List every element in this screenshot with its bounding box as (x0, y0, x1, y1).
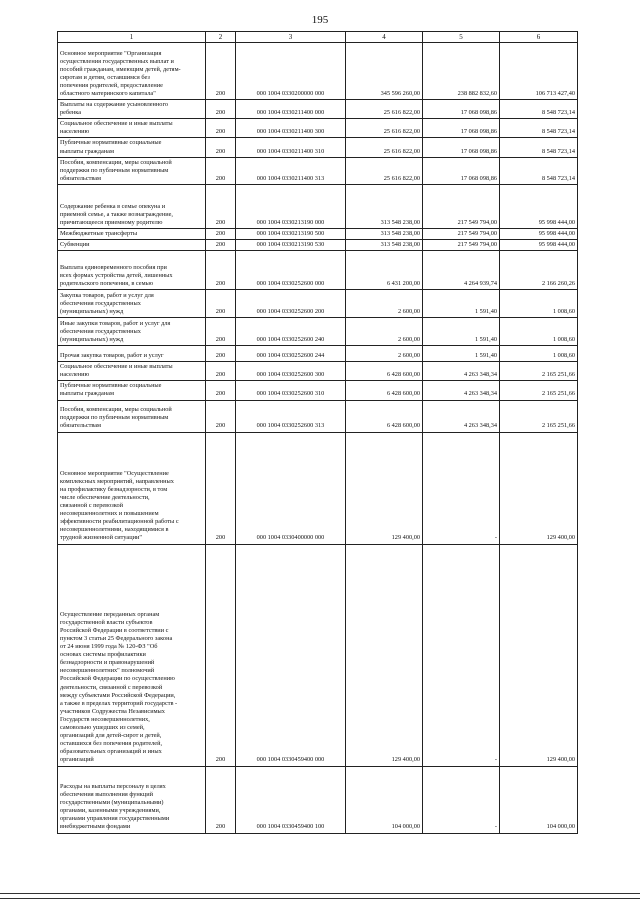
table-row (58, 100, 578, 119)
row-approved-amount-cell: 104 000,00 (346, 766, 423, 833)
row-name-cell: Субвенции (58, 240, 206, 251)
row-executed-amount-cell: 4 263 348,34 (423, 381, 500, 400)
row-code-cell: 200 (206, 157, 236, 184)
row-executed-amount-cell: 238 882 832,60 (423, 43, 500, 100)
row-approved-amount-cell: 313 548 238,00 (346, 240, 423, 251)
row-unexecuted-amount-cell: 1 008,60 (500, 318, 578, 346)
table-row (58, 432, 578, 544)
row-code-cell: 200 (206, 318, 236, 346)
row-unexecuted-amount-cell: 2 165 251,66 (500, 400, 578, 432)
row-code-cell: 200 (206, 138, 236, 157)
row-name-cell: Расходы на выплаты персоналу в целях обеспечения выполнения функций государственными (муниципальными) органами, казенными учреждениями, органами управления государственными внебюджетными фондами (58, 766, 206, 833)
row-unexecuted-amount-cell: 95 998 444,00 (500, 228, 578, 239)
row-name-cell: Закупка товаров, работ и услуг для обеспечения государственных (муниципальных) нужд (58, 290, 206, 318)
row-classification-code-cell: 000 1004 0330200000 000 (236, 43, 346, 100)
row-unexecuted-amount-cell: 104 000,00 (500, 766, 578, 833)
row-executed-amount-cell: 217 549 794,00 (423, 228, 500, 239)
row-unexecuted-amount-cell: 1 008,60 (500, 346, 578, 362)
row-unexecuted-amount-cell: 129 400,00 (500, 544, 578, 766)
row-approved-amount-cell: 6 431 200,00 (346, 251, 423, 290)
row-executed-amount-cell: 17 068 098,86 (423, 138, 500, 157)
row-name-cell: Публичные нормативные социальные выплаты гражданам (58, 381, 206, 400)
row-code-cell: 200 (206, 251, 236, 290)
row-approved-amount-cell: 25 616 822,00 (346, 100, 423, 119)
row-classification-code-cell: 000 1004 0330211400 000 (236, 100, 346, 119)
row-approved-amount-cell: 2 600,00 (346, 318, 423, 346)
row-unexecuted-amount-cell: 95 998 444,00 (500, 184, 578, 228)
row-name-cell: Выплата единовременного пособия при всех формах устройства детей, лишенных родительского попечения, в семью (58, 251, 206, 290)
row-code-cell: 200 (206, 290, 236, 318)
row-code-cell: 200 (206, 362, 236, 381)
row-approved-amount-cell: 129 400,00 (346, 544, 423, 766)
row-code-cell: 200 (206, 432, 236, 544)
row-unexecuted-amount-cell: 2 165 251,66 (500, 362, 578, 381)
row-name-cell: Межбюджетные трансферты (58, 228, 206, 239)
row-classification-code-cell: 000 1004 0330213190 530 (236, 240, 346, 251)
row-approved-amount-cell: 345 596 260,00 (346, 43, 423, 100)
row-code-cell: 200 (206, 184, 236, 228)
row-unexecuted-amount-cell: 129 400,00 (500, 432, 578, 544)
table-row (58, 290, 578, 318)
budget-table (57, 31, 578, 834)
row-code-cell: 200 (206, 346, 236, 362)
row-executed-amount-cell: 1 591,40 (423, 290, 500, 318)
row-name-cell: Социальное обеспечение и иные выплаты населению (58, 362, 206, 381)
row-unexecuted-amount-cell: 106 713 427,40 (500, 43, 578, 100)
row-code-cell: 200 (206, 381, 236, 400)
table-row (58, 766, 578, 833)
row-executed-amount-cell: - (423, 766, 500, 833)
row-name-cell: Содержание ребенка в семье опекуна и приемной семье, а также вознаграждение, причитающееся приемному родителю (58, 184, 206, 228)
row-classification-code-cell: 000 1004 0330252600 244 (236, 346, 346, 362)
col-header-3: 3 (236, 32, 346, 43)
col-header-1: 1 (58, 32, 206, 43)
row-classification-code-cell: 000 1004 0330211400 313 (236, 157, 346, 184)
row-classification-code-cell: 000 1004 0330459400 100 (236, 766, 346, 833)
table-row (58, 544, 578, 766)
col-header-4: 4 (346, 32, 423, 43)
row-name-cell: Социальное обеспечение и иные выплаты населению (58, 119, 206, 138)
row-executed-amount-cell: - (423, 432, 500, 544)
row-executed-amount-cell: 4 264 939,74 (423, 251, 500, 290)
row-approved-amount-cell: 2 600,00 (346, 346, 423, 362)
row-classification-code-cell: 000 1004 0330213190 500 (236, 228, 346, 239)
row-name-cell: Пособия, компенсации, меры социальной поддержки по публичным нормативным обязательствам (58, 400, 206, 432)
row-code-cell: 200 (206, 100, 236, 119)
row-executed-amount-cell: 17 068 098,86 (423, 157, 500, 184)
row-code-cell: 200 (206, 228, 236, 239)
table-row (58, 251, 578, 290)
row-name-cell: Публичные нормативные социальные выплаты гражданам (58, 138, 206, 157)
bottom-rule (0, 898, 640, 899)
row-unexecuted-amount-cell: 8 548 723,14 (500, 100, 578, 119)
table-row (58, 400, 578, 432)
row-code-cell: 200 (206, 240, 236, 251)
row-unexecuted-amount-cell: 2 165 251,66 (500, 381, 578, 400)
row-approved-amount-cell: 25 616 822,00 (346, 138, 423, 157)
row-executed-amount-cell: 217 549 794,00 (423, 184, 500, 228)
row-executed-amount-cell: 217 549 794,00 (423, 240, 500, 251)
row-code-cell: 200 (206, 766, 236, 833)
col-header-6: 6 (500, 32, 578, 43)
row-classification-code-cell: 000 1004 0330400000 000 (236, 432, 346, 544)
row-approved-amount-cell: 6 428 600,00 (346, 381, 423, 400)
col-header-5: 5 (423, 32, 500, 43)
row-classification-code-cell: 000 1004 0330252600 300 (236, 362, 346, 381)
row-classification-code-cell: 000 1004 0330459400 000 (236, 544, 346, 766)
table-header-row (58, 32, 578, 43)
row-classification-code-cell: 000 1004 0330213190 000 (236, 184, 346, 228)
bottom-rule (0, 893, 640, 894)
row-approved-amount-cell: 313 548 238,00 (346, 228, 423, 239)
row-executed-amount-cell: 4 263 348,34 (423, 362, 500, 381)
row-approved-amount-cell: 25 616 822,00 (346, 157, 423, 184)
table-row (58, 362, 578, 381)
row-name-cell: Основное мероприятие "Осуществление комплексных мероприятий, направленных на профилактику безнадзорности, в том числе обеспечение деятельности, связанной с перевозкой несовершеннолетних и повышением эффективности реабилитационной работы с несовершеннолетними, находящимися в трудной жизненной ситуации" (58, 432, 206, 544)
row-executed-amount-cell: - (423, 544, 500, 766)
table-row (58, 43, 578, 100)
row-classification-code-cell: 000 1004 0330252600 313 (236, 400, 346, 432)
row-name-cell: Пособия, компенсации, меры социальной поддержки по публичным нормативным обязательствам (58, 157, 206, 184)
table-row (58, 184, 578, 228)
col-header-2: 2 (206, 32, 236, 43)
row-code-cell: 200 (206, 43, 236, 100)
row-approved-amount-cell: 6 428 600,00 (346, 362, 423, 381)
row-classification-code-cell: 000 1004 0330211400 300 (236, 119, 346, 138)
row-unexecuted-amount-cell: 95 998 444,00 (500, 240, 578, 251)
row-unexecuted-amount-cell: 1 008,60 (500, 290, 578, 318)
row-code-cell: 200 (206, 119, 236, 138)
row-name-cell: Основное мероприятие "Организация осуществления государственных выплат и пособий гражданам, имеющим детей, детям- сиротам и детям, оставшимся без попечения родителей, предоставление областного материнского капитала" (58, 43, 206, 100)
table-row (58, 119, 578, 138)
row-unexecuted-amount-cell: 2 166 260,26 (500, 251, 578, 290)
row-unexecuted-amount-cell: 8 548 723,14 (500, 157, 578, 184)
table-row (58, 228, 578, 239)
row-name-cell: Осуществление переданных органам государственной власти субъектов Российской Федерации в соответствии с пунктом 3 статьи 25 Федерального закона от 24 июня 1999 года № 120-ФЗ "Об основах системы профилактики безнадзорности и правонарушений несовершеннолетних" полномочий Российской Федерации по осуществлению деятельности, связанной с перевозкой между субъектами Российской Федерации, а также в пределах территорий государств - участников Содружества Независимых Государств несовершеннолетних, самовольно ушедших из семей, организаций для детей-сирот и детей, оставшихся без попечения родителей, образовательных организаций и иных организаций (58, 544, 206, 766)
table-row (58, 138, 578, 157)
row-classification-code-cell: 000 1004 0330252600 000 (236, 251, 346, 290)
row-classification-code-cell: 000 1004 0330252600 200 (236, 290, 346, 318)
row-classification-code-cell: 000 1004 0330252600 240 (236, 318, 346, 346)
row-approved-amount-cell: 129 400,00 (346, 432, 423, 544)
row-executed-amount-cell: 4 263 348,34 (423, 400, 500, 432)
row-name-cell: Иные закупки товаров, работ и услуг для обеспечения государственных (муниципальных) нужд (58, 318, 206, 346)
row-executed-amount-cell: 17 068 098,86 (423, 100, 500, 119)
row-approved-amount-cell: 2 600,00 (346, 290, 423, 318)
row-unexecuted-amount-cell: 8 548 723,14 (500, 138, 578, 157)
row-executed-amount-cell: 17 068 098,86 (423, 119, 500, 138)
row-unexecuted-amount-cell: 8 548 723,14 (500, 119, 578, 138)
table-row (58, 240, 578, 251)
table-row (58, 381, 578, 400)
table-row (58, 346, 578, 362)
table-row (58, 157, 578, 184)
page-number: 195 (311, 14, 329, 26)
row-approved-amount-cell: 6 428 600,00 (346, 400, 423, 432)
row-classification-code-cell: 000 1004 0330211400 310 (236, 138, 346, 157)
row-executed-amount-cell: 1 591,40 (423, 346, 500, 362)
row-executed-amount-cell: 1 591,40 (423, 318, 500, 346)
row-approved-amount-cell: 313 548 238,00 (346, 184, 423, 228)
row-approved-amount-cell: 25 616 822,00 (346, 119, 423, 138)
row-classification-code-cell: 000 1004 0330252600 310 (236, 381, 346, 400)
row-name-cell: Прочая закупка товаров, работ и услуг (58, 346, 206, 362)
table-row (58, 318, 578, 346)
row-name-cell: Выплаты на содержание усыновленного ребенка (58, 100, 206, 119)
row-code-cell: 200 (206, 400, 236, 432)
row-code-cell: 200 (206, 544, 236, 766)
